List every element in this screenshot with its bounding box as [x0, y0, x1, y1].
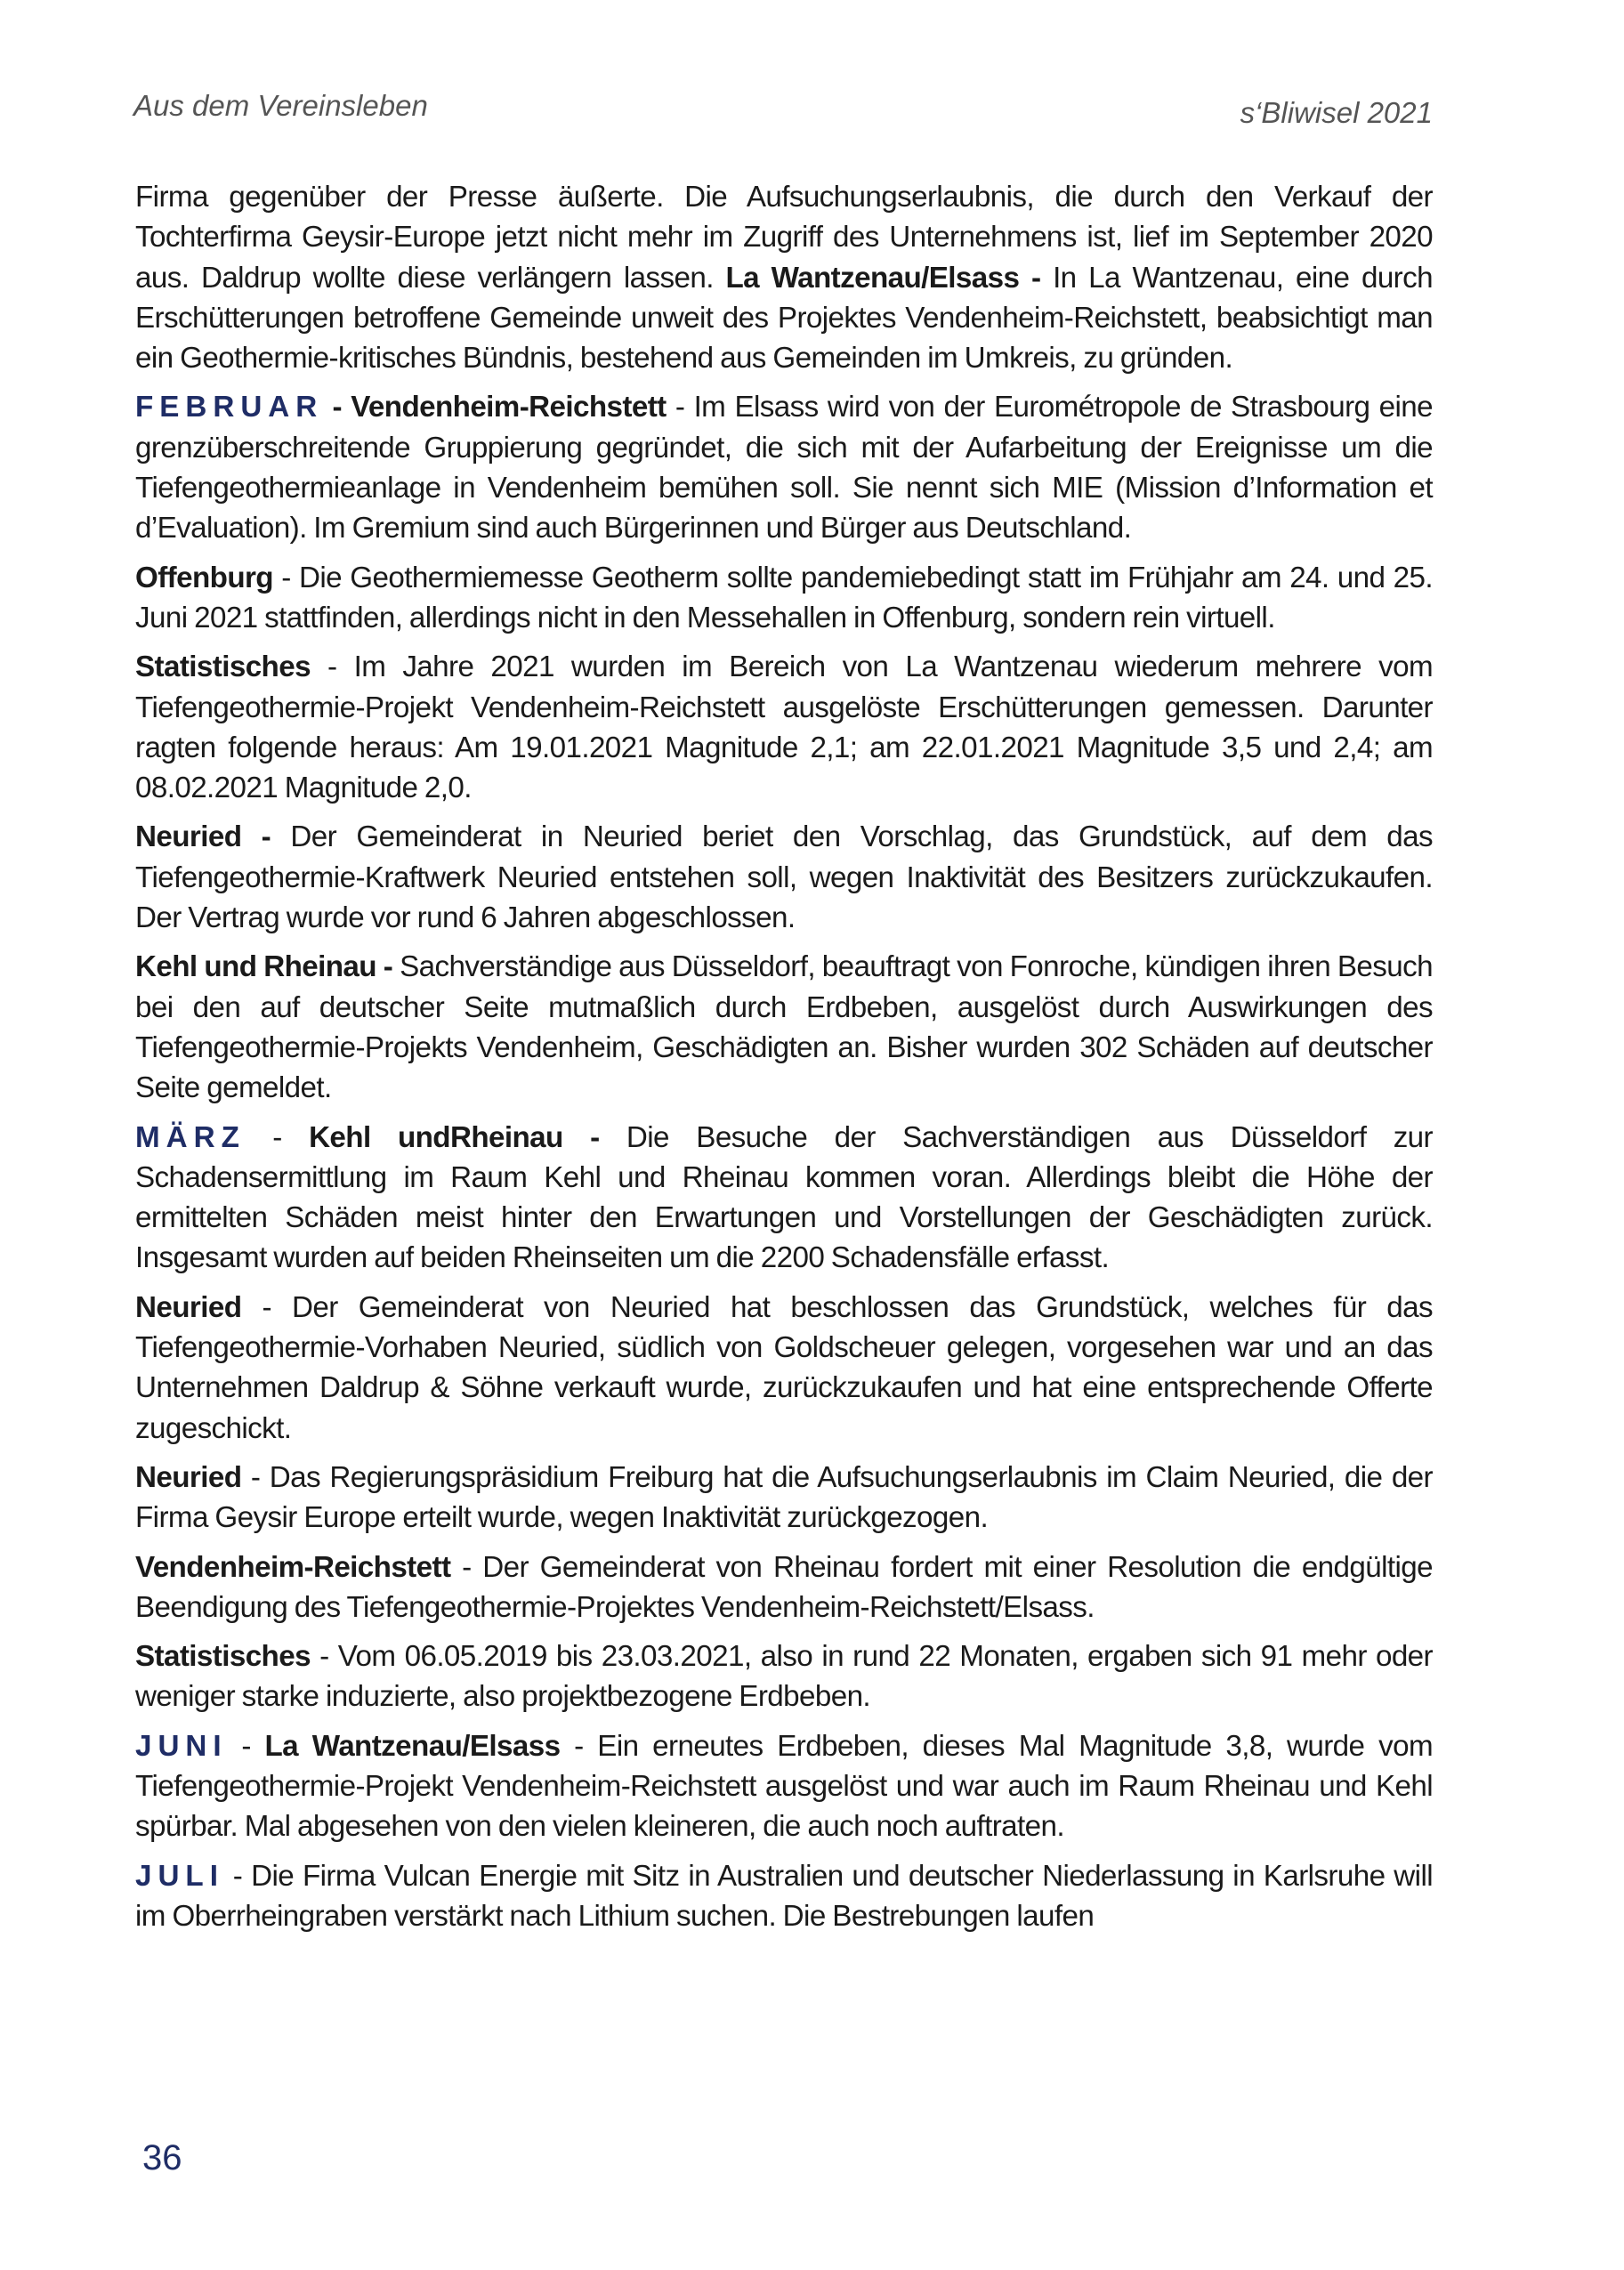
article-body	[135, 177, 1433, 1945]
entry-keyword: Neuried	[135, 1290, 242, 1324]
section-title: Aus dem Vereinsleben	[133, 89, 428, 122]
chronicle-entry	[135, 387, 1433, 548]
entry-keyword: La Wantzenau/Elsass	[264, 1729, 561, 1763]
chronicle-entry	[135, 1118, 1433, 1279]
entry-keyword: Statistisches	[135, 1640, 311, 1674]
entry-keyword: - Vendenheim-Reichstett	[323, 391, 667, 424]
month-label: JULI	[135, 1859, 224, 1893]
running-header	[133, 89, 1433, 142]
entry-text: Firma gegenüber der Presse äußerte. Die Aufsuchungserlaubnis, die durch den Verkauf der Tochterfirma Geysir-Europe jetzt nicht mehr im Zugriff des Unternehmens ist, lief im September 2020 aus. Daldrup wollte diese verlängern lassen.	[135, 181, 1433, 295]
entry-keyword: Kehl und Rheinau -	[135, 950, 400, 984]
entry-keyword: Statistisches	[135, 650, 311, 684]
entry-text: - Ein erneutes Erdbeben, dieses Mal Magnitude 3,8, wurde vom Tiefengeothermie-Projekt Vendenheim-Reichstett ausgelöst und war auch im Raum Rheinau und Kehl spürbar. Mal abgesehen von den vielen kleineren, die auch noch auftraten.	[135, 1729, 1433, 1844]
entry-keyword: La Wantzenau/Elsass -	[725, 261, 1054, 295]
entry-keyword: Offenburg	[135, 561, 273, 594]
entry-text: In La Wantzenau, eine durch Erschütterungen betroffene Gemeinde unweit des Projektes Vendenheim-Reichstett, beabsichtigt man ein Geothermie-kritisches Bündnis, bestehend aus Gemeinden im Umkreis, zu gründen.	[135, 261, 1433, 376]
entry-text: Der Gemeinderat in Neuried beriet den Vorschlag, das Grundstück, auf dem das Tiefengeothermie-Kraftwerk Neuried entstehen soll, wegen Inaktivität des Besitzers zurückzukaufen. Der Vertrag wurde vor rund 6 Jahren abgeschlossen.	[135, 820, 1433, 935]
entry-keyword: Vendenheim-Reichstett	[135, 1550, 451, 1584]
month-label: JUNI	[135, 1729, 228, 1763]
chronicle-entry	[135, 817, 1433, 938]
chronicle-entry	[135, 558, 1433, 639]
entry-text: -	[227, 1729, 265, 1763]
chronicle-entry	[135, 1547, 1433, 1628]
chronicle-entry	[135, 1458, 1433, 1539]
page-number: 36	[142, 2138, 182, 2177]
entry-text: - Die Geothermiemesse Geotherm sollte pandemiebedingt statt im Frühjahr am 24. und 25. Juni 2021 stattfinden, allerdings nicht in den Messehallen in Offenburg, sondern rein virtuell.	[135, 561, 1433, 634]
entry-keyword: Neuried -	[135, 820, 291, 854]
entry-text: Die Besuche der Sachverständigen aus Düsseldorf zur Schadensermittlung im Raum Kehl und Rheinau kommen voran. Allerdings bleibt die Höhe der ermittelten Schäden meist hinter den Erwartungen und Vorstellungen der Geschädigten zurück. Insgesamt wurden auf beiden Rheinseiten um die 2200 Schadensfälle erfasst.	[135, 1120, 1433, 1275]
entry-keyword: Kehl undRheinau -	[309, 1120, 626, 1154]
entry-text: - Die Firma Vulcan Energie mit Sitz in Australien und deutscher Niederlassung in Karlsruhe will im Oberrheingraben verstärkt nach Lithium suchen. Die Bestrebungen laufen	[135, 1859, 1433, 1933]
month-label: MÄRZ	[135, 1120, 246, 1154]
entry-text: -	[245, 1120, 310, 1154]
entry-text: - Vom 06.05.2019 bis 23.03.2021, also in rund 22 Monaten, ergaben sich 91 mehr oder weniger starke induzierte, also projektbezogene Erdbeben.	[135, 1640, 1433, 1714]
chronicle-entry	[135, 1288, 1433, 1449]
entry-keyword: Neuried	[135, 1460, 242, 1494]
entry-text: - Das Regierungspräsidium Freiburg hat die Aufsuchungserlaubnis im Claim Neuried, die der Firma Geysir Europe erteilt wurde, wegen Inaktivität zurückgezogen.	[135, 1460, 1433, 1535]
chronicle-entry	[135, 177, 1433, 378]
chronicle-entry	[135, 947, 1433, 1108]
entry-text: - Im Elsass wird von der Eurométropole de Strasbourg eine grenzüberschreitende Gruppierung gegründet, die sich mit der Aufarbeitung der Ereignisse um die Tiefengeothermieanlage in Vendenheim bemühen soll. Sie nennt sich MIE (Mission d’Information et d’Evaluation). Im Gremium sind auch Bürgerinnen und Bürger aus Deutschland.	[135, 391, 1433, 545]
month-label: FEBRUAR	[135, 391, 324, 424]
publication-title: s‘Bliwisel 2021	[1240, 96, 1433, 129]
chronicle-entry	[135, 647, 1433, 808]
entry-text: - Der Gemeinderat von Neuried hat beschlossen das Grundstück, welches für das Tiefengeothermie-Vorhaben Neuried, südlich von Goldscheuer gelegen, vorgesehen war und an das Unternehmen Daldrup & Söhne verkauft wurde, zurückzukaufen und hat eine entsprechende Offerte zugeschickt.	[135, 1290, 1433, 1445]
entry-text: - Im Jahre 2021 wurden im Bereich von La Wantzenau wiederum mehrere vom Tiefengeothermie-Projekt Vendenheim-Reichstett ausgelöste Erschütterungen gemessen. Darunter ragten folgende heraus: Am 19.01.2021 Magnitude 2,1; am 22.01.2021 Magnitude 3,5 und 2,4; am 08.02.2021 Magnitude 2,0.	[135, 650, 1433, 805]
chronicle-entry	[135, 1636, 1433, 1717]
chronicle-entry	[135, 1856, 1433, 1937]
entry-text: Sachverständige aus Düsseldorf, beauftragt von Fonroche, kündigen ihren Besuch bei den auf deutscher Seite mutmaßlich durch Erdbeben, ausgelöst durch Auswirkungen des Tiefengeothermie-Projekts Vendenheim, Geschädigten an. Bisher wurden 302 Schäden auf deutscher Seite gemeldet.	[135, 950, 1433, 1105]
chronicle-entry	[135, 1726, 1433, 1847]
entry-text: - Der Gemeinderat von Rheinau fordert mit einer Resolution die endgültige Beendigung des Tiefengeothermie-Projektes Vendenheim-Reichstett/Elsass.	[135, 1550, 1433, 1624]
